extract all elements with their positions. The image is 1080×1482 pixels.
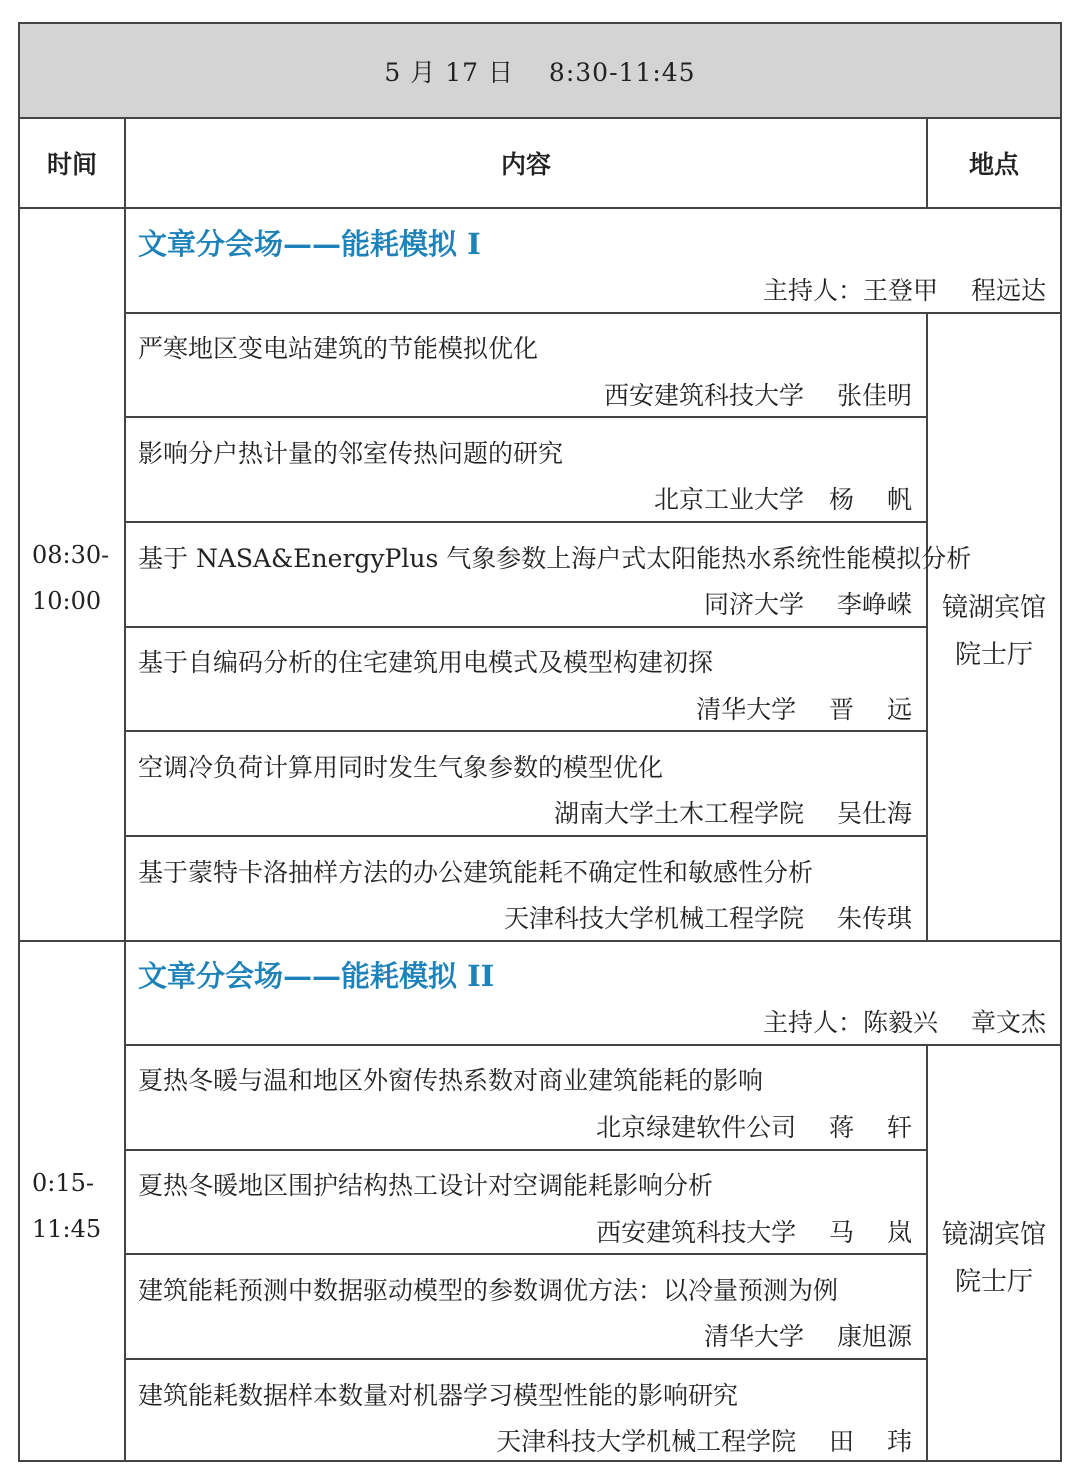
paper-affiliation: 清华大学 康旭源 <box>704 1322 912 1351</box>
paper-title: 影响分户热计量的邻室传热问题的研究 <box>138 439 564 468</box>
column-header-time-label: 时间 <box>46 150 97 179</box>
paper-title: 建筑能耗预测中数据驱动模型的参数调优方法：以冷量预测为例 <box>138 1276 839 1305</box>
paper-affiliation: 天津科技大学机械工程学院 田 玮 <box>496 1427 912 1456</box>
session-venue: 镜湖宾馆 院士厅 <box>941 593 1046 670</box>
divider <box>124 1253 926 1255</box>
paper-affiliation: 西安建筑科技大学 马 岚 <box>596 1218 912 1247</box>
paper-affiliation: 同济大学 李峥嵘 <box>704 590 912 619</box>
divider <box>20 207 1060 209</box>
column-header-venue-label: 地点 <box>968 150 1019 179</box>
paper-title: 夏热冬暖地区围护结构热工设计对空调能耗影响分析 <box>138 1171 714 1200</box>
divider <box>124 1358 926 1360</box>
paper-title: 基于自编码分析的住宅建筑用电模式及模型构建初探 <box>138 648 714 677</box>
session-time: 08:30- 10:00 <box>32 541 110 615</box>
schedule-table <box>18 22 1062 1462</box>
session-venue: 镜湖宾馆 院士厅 <box>941 1220 1046 1297</box>
paper-affiliation: 北京工业大学 杨 帆 <box>654 485 912 514</box>
divider <box>124 117 126 1462</box>
paper-title: 基于 NASA&EnergyPlus 气象参数上海户式太阳能热水系统性能模拟分析 <box>138 544 972 573</box>
session-time: 0:15- 11:45 <box>32 1169 102 1243</box>
column-header-time <box>20 119 124 207</box>
paper-affiliation: 清华大学 晋 远 <box>696 695 912 724</box>
session-host: 主持人：王登甲 程远达 <box>763 276 1046 305</box>
paper-affiliation: 西安建筑科技大学 张佳明 <box>604 381 912 410</box>
column-header-content-label: 内容 <box>500 150 551 179</box>
paper-title: 空调冷负荷计算用同时发生气象参数的模型优化 <box>138 753 664 782</box>
paper-affiliation: 湖南大学土木工程学院 吴仕海 <box>554 799 912 828</box>
paper-title: 夏热冬暖与温和地区外窗传热系数对商业建筑能耗的影响 <box>138 1066 764 1095</box>
divider <box>926 117 928 209</box>
divider <box>124 1149 926 1151</box>
divider <box>124 1044 1060 1046</box>
divider <box>20 940 1060 942</box>
paper-title: 建筑能耗数据样本数量对机器学习模型性能的影响研究 <box>138 1381 739 1410</box>
paper-title: 基于蒙特卡洛抽样方法的办公建筑能耗不确定性和敏感性分析 <box>138 858 814 887</box>
session-title: 文章分会场——能耗模拟 I <box>138 227 481 261</box>
date-time-header <box>20 24 1060 117</box>
divider <box>124 521 926 523</box>
session-title: 文章分会场——能耗模拟 II <box>138 959 495 993</box>
divider <box>124 835 926 837</box>
date-time-label: 5 月 17 日 8:30-11:45 <box>384 57 696 87</box>
paper-affiliation: 北京绿建软件公司 蒋 轩 <box>596 1113 912 1142</box>
divider <box>124 626 926 628</box>
paper-affiliation: 天津科技大学机械工程学院 朱传琪 <box>504 904 912 933</box>
divider <box>124 312 1060 314</box>
session-host: 主持人：陈毅兴 章文杰 <box>763 1008 1046 1037</box>
column-header-content <box>126 119 926 207</box>
column-header-venue <box>928 119 1060 207</box>
divider <box>124 416 926 418</box>
paper-title: 严寒地区变电站建筑的节能模拟优化 <box>138 334 539 363</box>
divider <box>124 730 926 732</box>
